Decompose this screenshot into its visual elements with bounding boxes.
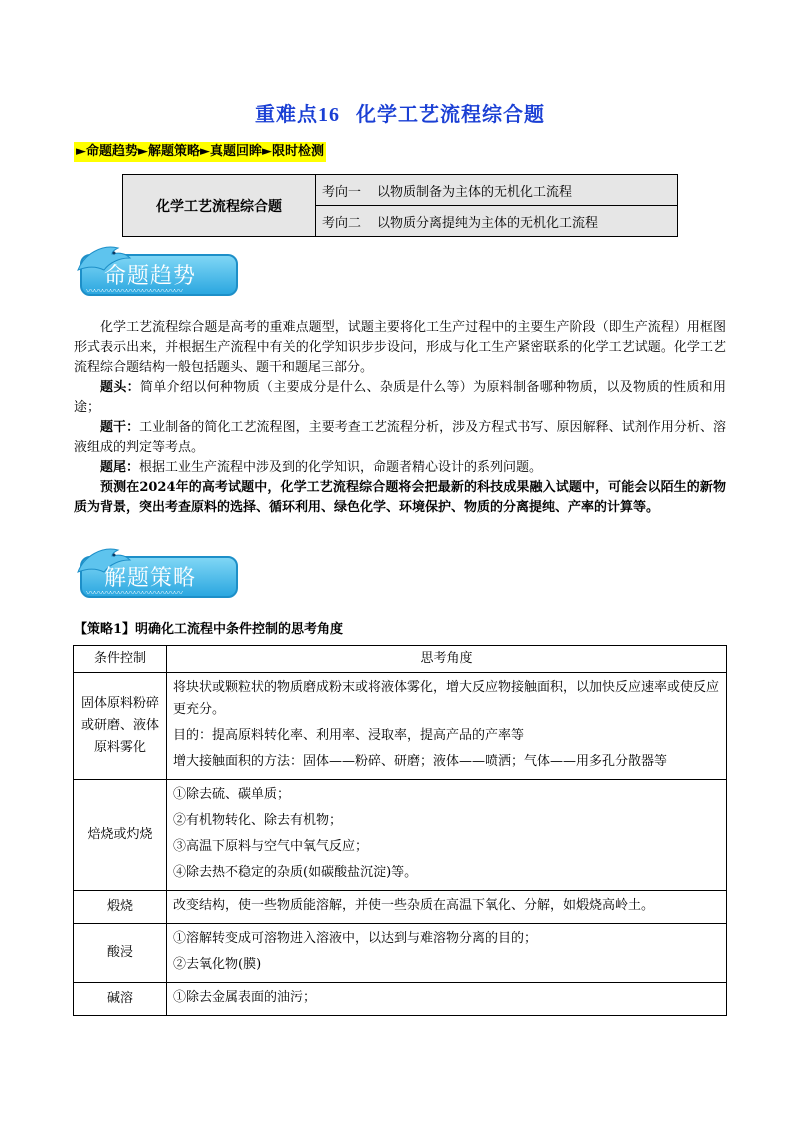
tail-text: 根据工业生产流程中涉及到的化学知识，命题者精心设计的系列问题。: [139, 460, 543, 475]
angle-line: ②去氧化物(膜): [173, 957, 262, 972]
header-condition: 条件控制: [74, 646, 167, 673]
row-angle: [167, 673, 727, 780]
row-condition: 酸浸: [74, 924, 167, 983]
body-text: 工业制备的简化工艺流程图，主要考查工艺流程分析，涉及方程式书写、原因解释、试剂作用分析、溶液组成的判定等考点。: [74, 420, 726, 455]
row-condition: 煅烧: [74, 891, 167, 924]
angle-line: ①除去硫、碳单质；: [173, 787, 291, 802]
nav-item-strategy: ►解题策略: [138, 144, 200, 159]
nav-item-trend: ►命题趋势: [76, 144, 138, 159]
row-angle: [167, 983, 727, 1016]
head-text: 简单介绍以何种物质（主要成分是什么、杂质是什么等）为原料制备哪种物质，以及物质的性质和用途；: [74, 380, 726, 415]
trend-banner: [74, 240, 240, 298]
nav-item-test: ►限时检测: [262, 144, 324, 159]
tail-label: 题尾：: [100, 460, 140, 475]
table-row: [74, 983, 727, 1016]
table-row: [74, 780, 727, 891]
trend-forecast: 预测在2024年的高考试题中，化学工艺流程综合题将会把最新的科技成果融入试题中，可能会以陌生的新物质为背景，突出考查原料的选择、循环利用、绿色化学、环境保护、物质的分离提纯、产率的计算等。: [74, 480, 726, 515]
nav-item-review: ►真题回眸: [200, 144, 262, 159]
wave-decoration: 〰〰〰〰〰〰〰〰〰〰〰〰: [86, 589, 183, 599]
trend-tail: [74, 458, 726, 478]
row-condition: 焙烧或灼烧: [74, 780, 167, 891]
title-text: 化学工艺流程综合题: [356, 102, 545, 126]
banner-label: 命题趋势: [104, 264, 197, 289]
row-condition: 碱溶: [74, 983, 167, 1016]
trend-text: [74, 318, 726, 518]
direction-row: [316, 175, 678, 206]
trend-intro: 化学工艺流程综合题是高考的重难点题型，试题主要将化工生产过程中的主要生产阶段（即生产流程）用框图形式表示出来，并根据生产流程中有关的化学知识步步设问，形成与化工生产紧密联系的化学工艺试题。化学工艺流程综合题结构一般包括题头、题干和题尾三部分。: [74, 320, 726, 375]
topic-main-cell: 化学工艺流程综合题: [123, 175, 316, 237]
direction-key: 考向二: [322, 215, 362, 231]
section-navbar: [74, 142, 326, 162]
row-angle: [167, 780, 727, 891]
wave-decoration: 〰〰〰〰〰〰〰〰〰〰〰〰: [86, 287, 183, 297]
angle-line: ①溶解转变成可溶物进入溶液中，以达到与难溶物分离的目的；: [173, 931, 538, 946]
row-angle: [167, 924, 727, 983]
angle-line: 将块状或颗粒状的物质磨成粉末或将液体雾化，增大反应物接触面积，以加快反应速率或使反应更充分。: [173, 680, 720, 717]
table-row: [74, 673, 727, 780]
angle-line: ①除去金属表面的油污；: [173, 990, 317, 1005]
table-header-row: [74, 646, 727, 673]
row-condition: 固体原料粉碎或研磨、液体原料雾化: [74, 673, 167, 780]
body-label: 题干：: [100, 420, 140, 435]
angle-line: ④除去热不稳定的杂质(如碳酸盐沉淀)等。: [173, 865, 418, 880]
strategy-banner: [74, 542, 240, 600]
angle-line: ③高温下原料与空气中氧气反应；: [173, 839, 369, 854]
angle-line: 改变结构，使一些物质能溶解，并使一些杂质在高温下氧化、分解，如煅烧高岭土。: [173, 898, 655, 913]
title-number: 重难点16: [255, 104, 340, 126]
table-row: [74, 924, 727, 983]
strategy-heading: 【策略1】明确化工流程中条件控制的思考角度: [74, 622, 344, 637]
header-angle: 思考角度: [167, 646, 727, 673]
direction-text: 以物质分离提纯为主体的无机化工流程: [377, 215, 599, 231]
head-label: 题头：: [100, 380, 140, 395]
angle-line: 目的：提高原料转化率、利用率、浸取率，提高产品的产率等: [173, 728, 525, 743]
table-row: [74, 891, 727, 924]
banner-label: 解题策略: [104, 566, 197, 591]
direction-row: [316, 206, 678, 237]
direction-text: 以物质制备为主体的无机化工流程: [377, 184, 573, 200]
angle-line: 增大接触面积的方法：固体——粉碎、研磨；液体——喷洒；气体——用多孔分散器等: [173, 754, 668, 769]
topic-table: [122, 174, 678, 237]
trend-body: [74, 418, 726, 458]
trend-head: [74, 378, 726, 418]
page-title: [0, 98, 800, 127]
angle-line: ②有机物转化、除去有机物；: [173, 813, 343, 828]
row-angle: [167, 891, 727, 924]
direction-key: 考向一: [322, 184, 362, 200]
condition-table: [73, 645, 727, 1016]
